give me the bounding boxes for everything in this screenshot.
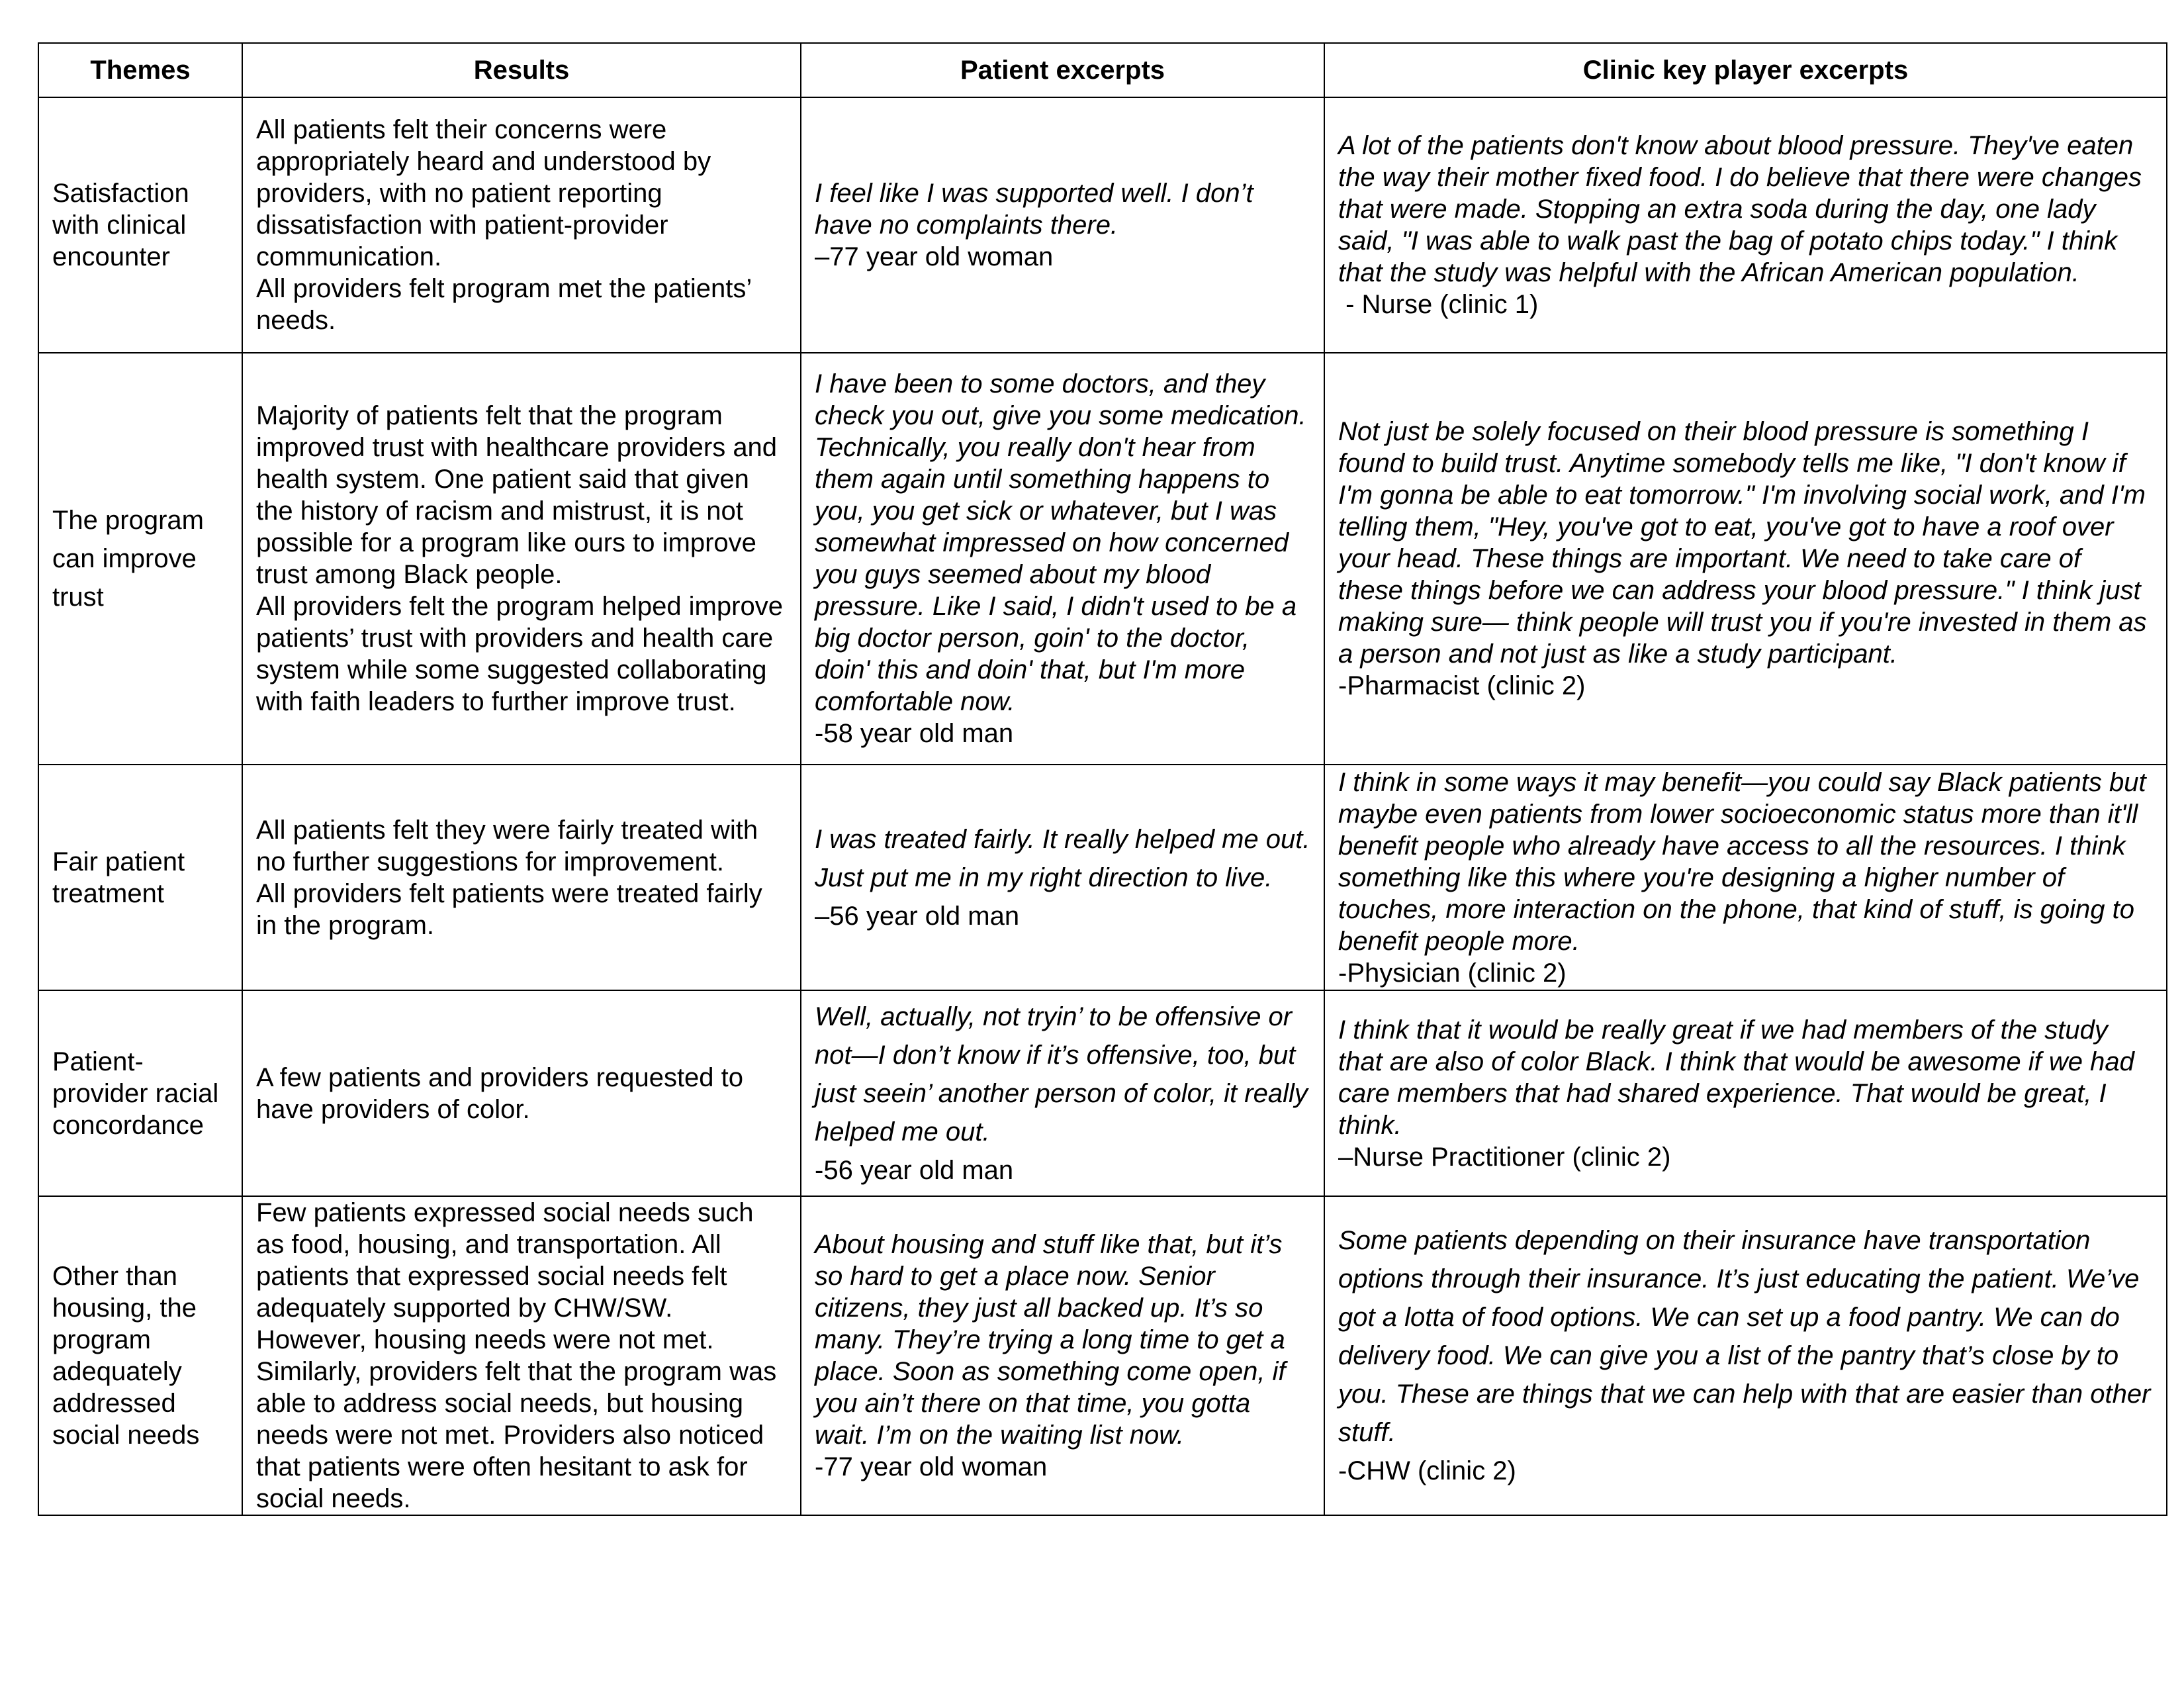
clinic-attribution: -Pharmacist (clinic 2)	[1338, 671, 1586, 700]
table-row	[38, 353, 2167, 765]
theme-cell	[38, 97, 242, 353]
table-row	[38, 990, 2167, 1196]
clinic-attribution: -Physician (clinic 2)	[1338, 958, 1567, 988]
patient-excerpt-cell	[801, 1196, 1324, 1515]
results-paragraph: All providers felt the program helped improve patients’ trust with providers and health care system while some suggested collaborating with faith leaders to further improve trust.	[256, 592, 783, 716]
results-paragraph: All patients felt they were fairly treated with no further suggestions for improvement.	[256, 815, 758, 876]
theme-cell	[38, 765, 242, 990]
clinic-quote: I think in some ways it may benefit—you could say Black patients but maybe even patients from lower socioeconomic status more than it'll benefit people who already have access to all the resources. I think something like this where you're designing a higher number of touches, more interaction on the phone, that kind of stuff, is going to benefit people more.	[1338, 767, 2146, 956]
theme-cell	[38, 990, 242, 1196]
clinic-excerpt-cell	[1324, 765, 2167, 990]
patient-quote: I have been to some doctors, and they check you out, give you some medication. Technically, you really don't hear from them again until something happens to you, you get sick or whatever, but I was somewhat impressed on how concerned you guys seemed about my blood pressure. Like I said, I didn't used to be a big doctor person, goin' to the doctor, doin' this and doin' that, but I'm more comfortable now.	[815, 369, 1306, 716]
theme-text: Other than housing, the program adequately addressed social needs	[52, 1262, 200, 1450]
patient-quote: I feel like I was supported well. I don’t have no complaints there.	[815, 179, 1253, 240]
header-clinic-excerpts: Clinic key player excerpts	[1324, 43, 2167, 97]
results-paragraph: A few patients and providers requested to have providers of color.	[256, 1062, 744, 1124]
results-cell	[242, 1196, 801, 1515]
patient-quote: Well, actually, not tryin’ to be offensive or not—I don’t know if it’s offensive, too, but just seein’ another person of color, it really helped me out.	[815, 1002, 1308, 1147]
patient-excerpt-cell	[801, 97, 1324, 353]
patient-quote: About housing and stuff like that, but it’s so hard to get a place now. Senior citizens, they just all backed up. It’s so many. They’re trying a long time to get a place. Soon as something come open, if you ain’t there on that time, you gotta wait. I’m on the waiting list now.	[815, 1230, 1286, 1450]
clinic-quote: Not just be solely focused on their blood pressure is something I found to build trust. Anytime somebody tells me like, "I don't know if I'm gonna be able to eat tomorrow." I'm involving social work, and I'm telling them, "Hey, you've got to eat, you've got to have a roof over your head. These things are important. We need to take care of these things before we can address your blood pressure." I think just making sure— think people will trust you if you're invested in them as a person and not just as like a study participant.	[1338, 417, 2147, 669]
patient-attribution: -77 year old woman	[815, 1452, 1048, 1481]
patient-attribution: -56 year old man	[815, 1155, 1014, 1185]
table-row	[38, 1196, 2167, 1515]
theme-cell	[38, 353, 242, 765]
results-paragraph: All patients felt their concerns were appropriately heard and understood by providers, with no patient reporting dissatisfaction with patient-provider communication.	[256, 115, 711, 271]
results-cell	[242, 353, 801, 765]
patient-quote: I was treated fairly. It really helped me out. Just put me in my right direction to live.	[815, 824, 1310, 892]
themes-table	[38, 42, 2167, 1516]
header-patient-excerpts: Patient excerpts	[801, 43, 1324, 97]
table-row	[38, 765, 2167, 990]
clinic-quote: I think that it would be really great if we had members of the study that are also of color Black. I think that would be awesome if we had care members that had shared experience. That would be great, I think.	[1338, 1015, 2134, 1140]
theme-text: The program can improve trust	[52, 506, 204, 612]
theme-text: Fair patient treatment	[52, 847, 185, 908]
patient-excerpt-cell	[801, 765, 1324, 990]
patient-attribution: –77 year old woman	[815, 242, 1054, 271]
results-paragraph: Majority of patients felt that the program improved trust with healthcare providers and health system. One patient said that given the history of racism and mistrust, it is not possible for a program like ours to improve trust among Black people.	[256, 401, 778, 589]
results-paragraph: All providers felt program met the patients’ needs.	[256, 274, 751, 335]
patient-excerpt-cell	[801, 353, 1324, 765]
clinic-attribution: -CHW (clinic 2)	[1338, 1456, 1516, 1485]
patient-attribution: –56 year old man	[815, 901, 1020, 931]
results-paragraph: Few patients expressed social needs such as food, housing, and transportation. All patients that expressed social needs felt adequately supported by CHW/SW. However, housing needs were not met. Similarly, providers felt that the program was able to address social needs, but housing needs were not met. Providers also noticed that patients were often hesitant to ask for social needs.	[256, 1198, 777, 1513]
header-row	[38, 43, 2167, 97]
results-cell	[242, 97, 801, 353]
results-cell	[242, 990, 801, 1196]
clinic-quote: A lot of the patients don't know about blood pressure. They've eaten the way their mother fixed food. I do believe that there were changes that were made. Stopping an extra soda during the day, one lady said, "I was able to walk past the bag of potato chips today." I think that the study was helpful with the African American population.	[1338, 131, 2142, 287]
header-results: Results	[242, 43, 801, 97]
patient-attribution: -58 year old man	[815, 719, 1014, 748]
theme-cell	[38, 1196, 242, 1515]
results-paragraph: All providers felt patients were treated fairly in the program.	[256, 878, 762, 940]
table-row	[38, 97, 2167, 353]
theme-text: Patient-provider racial concordance	[52, 1047, 219, 1140]
clinic-excerpt-cell	[1324, 97, 2167, 353]
clinic-excerpt-cell	[1324, 353, 2167, 765]
header-themes: Themes	[38, 43, 242, 97]
theme-text: Satisfaction with clinical encounter	[52, 179, 189, 271]
clinic-excerpt-cell	[1324, 990, 2167, 1196]
clinic-excerpt-cell	[1324, 1196, 2167, 1515]
clinic-attribution: - Nurse (clinic 1)	[1338, 290, 1539, 319]
clinic-quote: Some patients depending on their insurance have transportation options through their insurance. It’s just educating the patient. We’ve got a lotta of food options. We can set up a food pantry. We can do delivery food. We can give you a list of the pantry that’s close by to you. These are things that we can help with that are easier than other stuff.	[1338, 1226, 2151, 1447]
results-cell	[242, 765, 801, 990]
clinic-attribution: –Nurse Practitioner (clinic 2)	[1338, 1142, 1671, 1172]
patient-excerpt-cell	[801, 990, 1324, 1196]
